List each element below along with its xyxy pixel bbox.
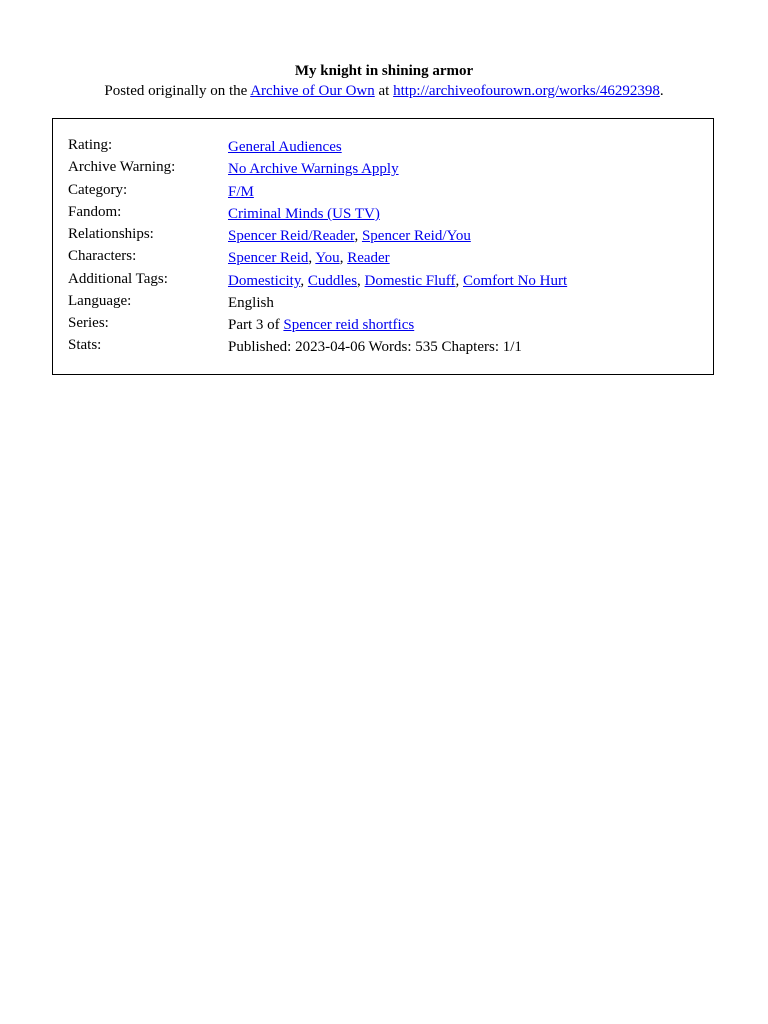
category-label: Category: [68, 182, 128, 198]
rating-row [68, 136, 708, 158]
series-prefix: Part 3 of [228, 317, 284, 333]
separator: , [354, 228, 362, 244]
series-row [68, 314, 708, 336]
stats-row [68, 336, 708, 358]
relationships-label: Relationships: [68, 226, 154, 242]
language-value: English [228, 295, 274, 311]
posted-mid: at [374, 83, 394, 99]
category-value [228, 183, 254, 202]
separator: , [339, 250, 348, 266]
tags-label: Additional Tags: [68, 271, 168, 287]
work-url-link[interactable]: http://archiveofourown.org/works/46292398 [393, 83, 660, 99]
separator: , [357, 273, 365, 289]
relationship-link[interactable]: Spencer Reid/You [361, 228, 471, 244]
rating-value [228, 138, 342, 157]
language-row [68, 292, 708, 314]
posted-suffix: . [659, 83, 664, 99]
tag-link[interactable]: Cuddles [307, 273, 358, 289]
separator: , [308, 250, 316, 266]
stats-label: Stats: [68, 337, 102, 353]
separator: , [300, 273, 308, 289]
tag-link[interactable]: Comfort No Hurt [463, 273, 568, 289]
character-link[interactable]: Spencer Reid [228, 250, 309, 266]
fandom-label: Fandom: [68, 204, 122, 220]
warning-value [228, 160, 399, 179]
character-link[interactable]: Reader [347, 250, 390, 266]
stats-value: Published: 2023-04-06 Words: 535 Chapters: 1/1 [228, 339, 522, 355]
relationships-value [228, 227, 471, 246]
archive-link[interactable]: Archive of Our Own [250, 83, 375, 99]
category-row [68, 181, 708, 203]
warning-label: Archive Warning: [68, 159, 176, 175]
category-link[interactable]: F/M [228, 184, 254, 200]
separator: , [455, 273, 463, 289]
rating-link[interactable]: General Audiences [228, 139, 342, 155]
fandom-value [228, 205, 380, 224]
characters-label: Characters: [68, 248, 137, 264]
rating-label: Rating: [68, 137, 113, 153]
posted-prefix: Posted originally on the [104, 83, 251, 99]
work-title: My knight in shining armor [294, 63, 474, 79]
relationships-row [68, 225, 708, 247]
character-link[interactable]: You [315, 250, 340, 266]
series-label: Series: [68, 315, 109, 331]
characters-row [68, 247, 708, 269]
posted-line [0, 82, 768, 101]
tag-link[interactable]: Domesticity [228, 273, 301, 289]
tag-link[interactable]: Domestic Fluff [364, 273, 456, 289]
fandom-link[interactable]: Criminal Minds (US TV) [228, 206, 380, 222]
language-label: Language: [68, 293, 132, 309]
warning-row [68, 158, 708, 180]
tags-row [68, 270, 708, 292]
warning-link[interactable]: No Archive Warnings Apply [228, 161, 399, 177]
tags-value [228, 272, 567, 291]
metadata-box [52, 118, 714, 375]
series-value [228, 316, 414, 335]
relationship-link[interactable]: Spencer Reid/Reader [228, 228, 355, 244]
fandom-row [68, 203, 708, 225]
characters-value [228, 249, 390, 268]
series-link[interactable]: Spencer reid shortfics [283, 317, 415, 333]
